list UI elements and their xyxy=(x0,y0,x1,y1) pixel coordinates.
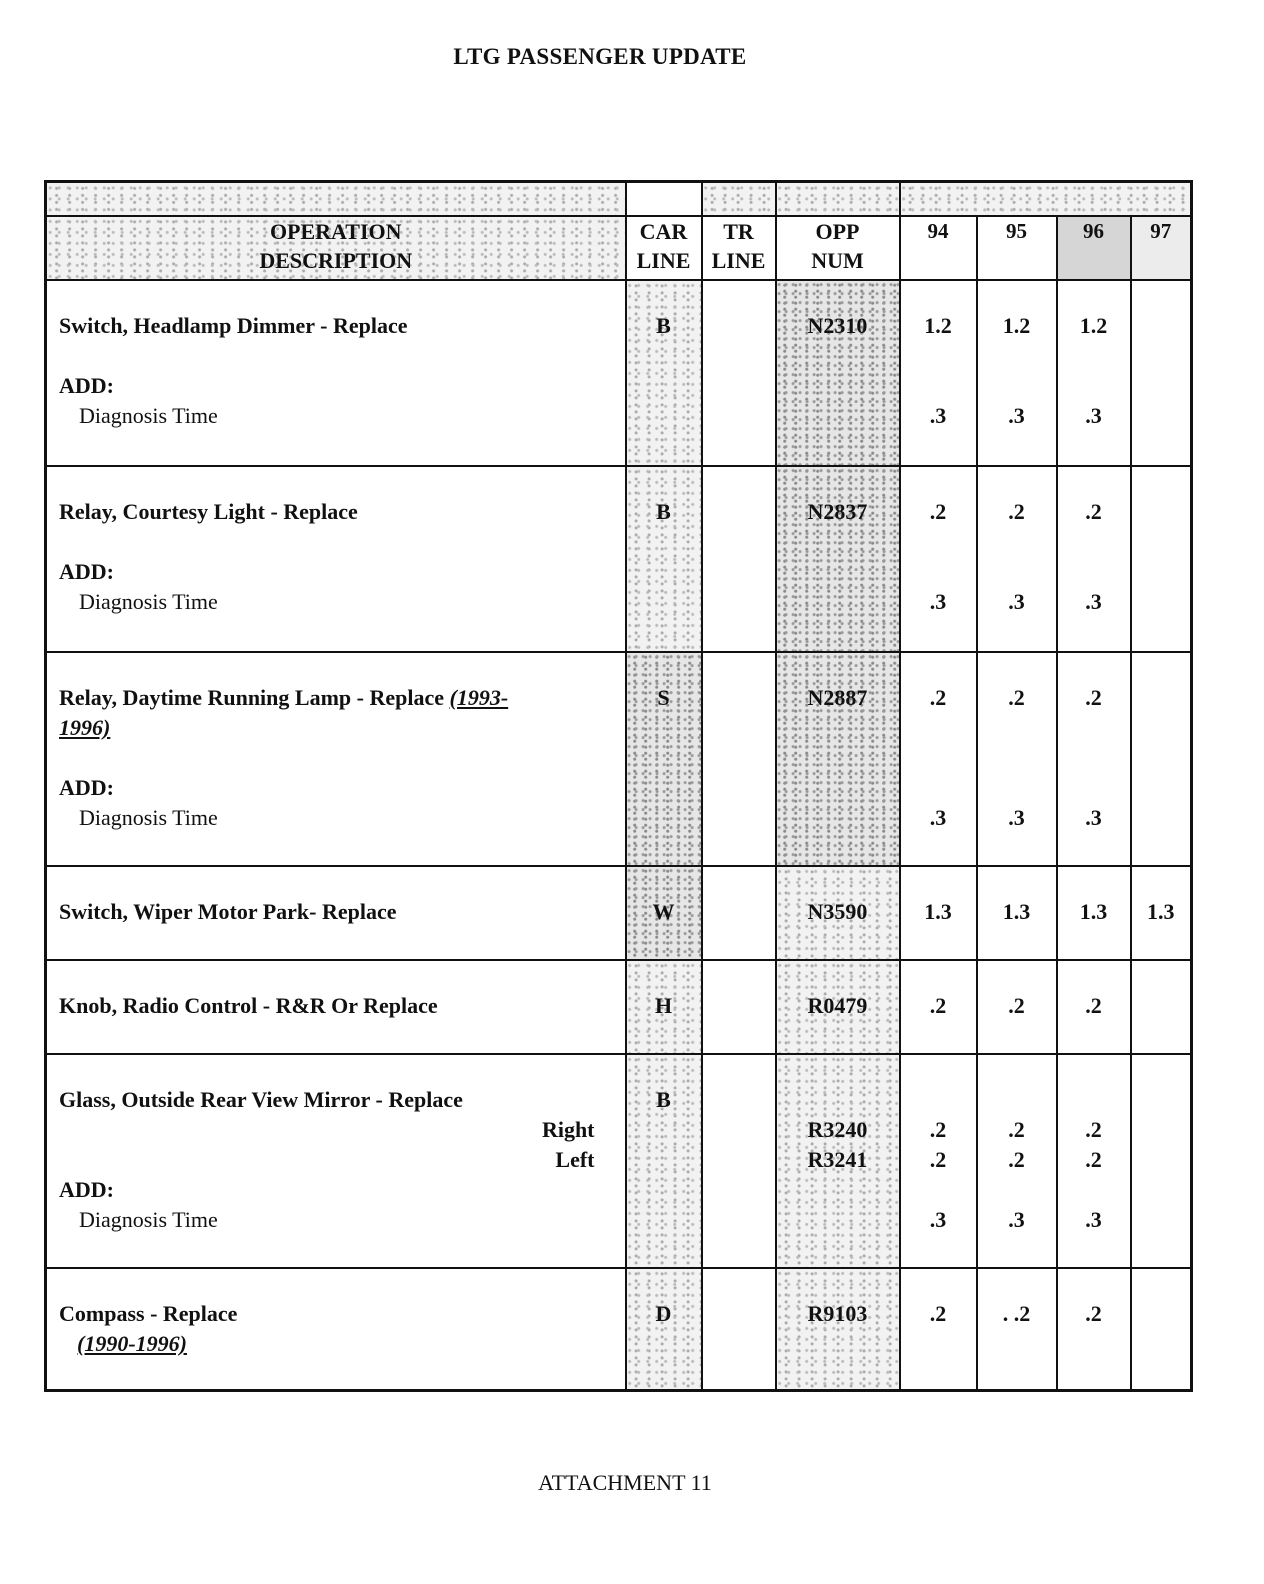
year-96-cell: 1.2 .3 xyxy=(1057,280,1131,466)
opp-num-cell: N2310 xyxy=(776,280,900,466)
header-car-line: CAR LINE xyxy=(626,216,702,280)
year-96-cell: .2 .3 xyxy=(1057,466,1131,652)
operation-description xyxy=(46,466,626,652)
table-row xyxy=(46,960,1192,1054)
opp-num-cell: R3240 R3241 xyxy=(776,1054,900,1268)
table-row xyxy=(46,1268,1192,1390)
operation-name: Relay, Courtesy Light - Replace xyxy=(59,499,358,524)
year-94-cell: .2 xyxy=(900,1268,977,1390)
year-97-cell xyxy=(1131,1054,1192,1268)
year-95-cell: .2 .3 xyxy=(977,652,1057,866)
year-97-cell xyxy=(1131,466,1192,652)
year-94-cell: .2 xyxy=(900,960,977,1054)
operation-description xyxy=(46,866,626,960)
year-94-cell: .2 .2 .3 xyxy=(900,1054,977,1268)
operation-description xyxy=(46,652,626,866)
header-row xyxy=(46,216,1192,280)
table-row xyxy=(46,466,1192,652)
opp-num-cell: R0479 xyxy=(776,960,900,1054)
car-line-cell: H xyxy=(626,960,702,1054)
year-96-cell: .2 .2 .3 xyxy=(1057,1054,1131,1268)
table-row xyxy=(46,1054,1192,1268)
diagnosis-label: Diagnosis Time xyxy=(79,1207,218,1232)
right-label: Right xyxy=(541,1117,595,1142)
left-label: Left xyxy=(555,1147,595,1172)
year-95-cell: 1.2 .3 xyxy=(977,280,1057,466)
tr-line-cell xyxy=(702,866,776,960)
header-tr-line: TR LINE xyxy=(702,216,776,280)
header-year-97: 97 xyxy=(1131,216,1192,280)
operation-description xyxy=(46,960,626,1054)
operation-name: Switch, Headlamp Dimmer - Replace xyxy=(59,313,408,338)
operation-name: Knob, Radio Control - R&R Or Replace xyxy=(59,993,438,1018)
operation-name: Switch, Wiper Motor Park- Replace xyxy=(59,899,397,924)
operation-name: Compass - Replace xyxy=(59,1301,238,1326)
year-95-cell: .2 .3 xyxy=(977,466,1057,652)
operation-name: Relay, Daytime Running Lamp - Replace (1993- 1996) xyxy=(59,685,509,740)
labor-time-table xyxy=(44,180,1193,1392)
header-spacer-row xyxy=(46,182,1192,217)
opp-num-cell: R9103 xyxy=(776,1268,900,1390)
opp-num-cell: N2887 xyxy=(776,652,900,866)
year-97-cell: 1.3 xyxy=(1131,866,1192,960)
tr-line-cell xyxy=(702,280,776,466)
year-96-cell: .2 .3 xyxy=(1057,652,1131,866)
car-line-cell: B xyxy=(626,280,702,466)
tr-line-cell xyxy=(702,466,776,652)
year-95-cell: 1.3 xyxy=(977,866,1057,960)
table-row xyxy=(46,866,1192,960)
year-range: (1990-1996) xyxy=(77,1331,187,1356)
header-year-95: 95 xyxy=(977,216,1057,280)
page-footer: ATTACHMENT 11 xyxy=(538,1470,712,1495)
tr-line-cell xyxy=(702,1268,776,1390)
opp-num-cell: N3590 xyxy=(776,866,900,960)
car-line-cell: B xyxy=(626,466,702,652)
car-line-cell: S xyxy=(626,652,702,866)
header-operation-description: OPERATION DESCRIPTION xyxy=(46,216,626,280)
operation-name: Glass, Outside Rear View Mirror - Replace xyxy=(59,1087,463,1112)
year-96-cell: .2 xyxy=(1057,960,1131,1054)
header-year-96: 96 xyxy=(1057,216,1131,280)
table-row xyxy=(46,280,1192,466)
year-94-cell: .2 .3 xyxy=(900,652,977,866)
operation-description xyxy=(46,1268,626,1390)
tr-line-cell xyxy=(702,652,776,866)
add-label: ADD: xyxy=(59,775,114,800)
diagnosis-label: Diagnosis Time xyxy=(79,403,218,428)
add-label: ADD: xyxy=(59,373,114,398)
year-97-cell xyxy=(1131,960,1192,1054)
table-row xyxy=(46,652,1192,866)
opp-num-cell: N2837 xyxy=(776,466,900,652)
header-opp-num: OPP NUM xyxy=(776,216,900,280)
car-line-cell: D xyxy=(626,1268,702,1390)
year-96-cell: .2 xyxy=(1057,1268,1131,1390)
year-97-cell xyxy=(1131,280,1192,466)
add-label: ADD: xyxy=(59,559,114,584)
year-96-cell: 1.3 xyxy=(1057,866,1131,960)
year-94-cell: 1.2 .3 xyxy=(900,280,977,466)
tr-line-cell xyxy=(702,960,776,1054)
car-line-cell: W xyxy=(626,866,702,960)
add-label: ADD: xyxy=(59,1177,114,1202)
header-year-94: 94 xyxy=(900,216,977,280)
car-line-cell: B xyxy=(626,1054,702,1268)
tr-line-cell xyxy=(702,1054,776,1268)
diagnosis-label: Diagnosis Time xyxy=(79,589,218,614)
year-95-cell: . .2 xyxy=(977,1268,1057,1390)
operation-description xyxy=(46,1054,626,1268)
year-95-cell: .2 .2 .3 xyxy=(977,1054,1057,1268)
page-title: LTG PASSENGER UPDATE xyxy=(453,44,747,69)
year-94-cell: 1.3 xyxy=(900,866,977,960)
diagnosis-label: Diagnosis Time xyxy=(79,805,218,830)
year-97-cell xyxy=(1131,1268,1192,1390)
year-94-cell: .2 .3 xyxy=(900,466,977,652)
year-97-cell xyxy=(1131,652,1192,866)
year-95-cell: .2 xyxy=(977,960,1057,1054)
operation-description xyxy=(46,280,626,466)
